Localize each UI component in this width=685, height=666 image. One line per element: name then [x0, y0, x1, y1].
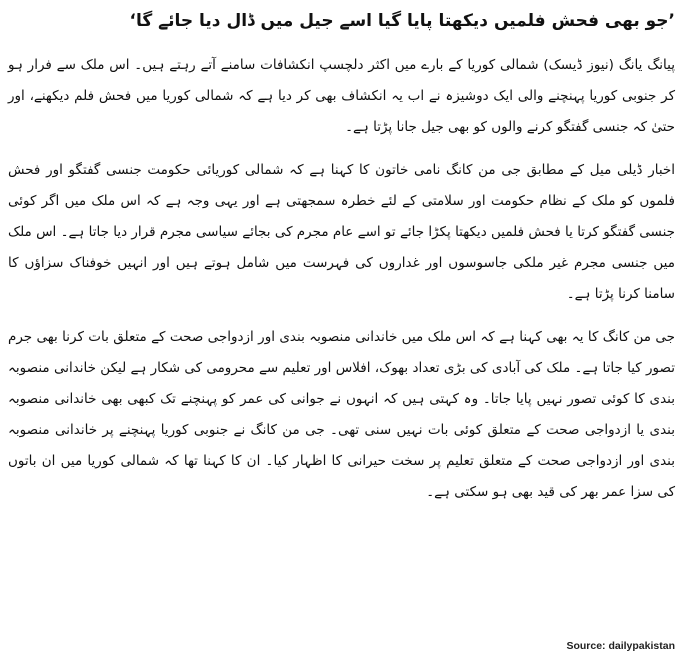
source-credit: Source: dailypakistan — [566, 640, 675, 652]
article-paragraph-1: پیانگ یانگ (نیوز ڈیسک) شمالی کوریا کے بارے میں اکثر دلچسپ انکشافات سامنے آتے رہتے ہیں۔ اس ملک سے فرار ہو کر جنوبی کوریا پہنچنے والی ایک دوشیزہ نے اب یہ انکشاف بھی کر دیا ہے کہ شمالی کوریا میں فحش فلم دیکھنے، اور حتیٰ کہ جنسی گفتگو کرنے والوں کو بھی جیل جانا پڑتا ہے۔ — [8, 57, 675, 135]
article — [8, 6, 675, 520]
article-paragraph-3: جی من کانگ کا یہ بھی کہنا ہے کہ اس ملک میں خاندانی منصوبہ بندی اور ازدواجی صحت کے متعلق بات کرنا بھی جرم تصور کیا جاتا ہے۔ ملک کی آبادی کی بڑی تعداد بھوک، افلاس اور تعلیم سے محرومی کی شکار ہے لیکن خاندانی منصوبہ بندی کا کوئی تصور نہیں پایا جاتا۔ وہ کہتی ہیں کہ انہوں نے جوانی کی عمر کو پہنچنے تک کبھی بھی خاندانی منصوبہ بندی یا ازدواجی صحت کے متعلق کوئی بات نہیں سنی تھی۔ جی من کانگ نے جنوبی کوریا پہنچنے پر خاندانی منصوبہ بندی اور ازدواجی صحت کے متعلق تعلیم پر سخت حیرانی کا اظہار کیا۔ ان کا کہنا تھا کہ شمالی کوریا میں ان باتوں کی سزا عمر بھر کی قید بھی ہو سکتی ہے۔ — [8, 329, 675, 500]
article-paragraph-2: اخبار ڈیلی میل کے مطابق جی من کانگ نامی خاتون کا کہنا ہے کہ شمالی کوریائی حکومت جنسی گفتگو اور فحش فلموں کو ملک کے نظام حکومت اور سلامتی کے لئے خطرہ سمجھتی ہے اور یہی وجہ ہے کہ اس ملک میں اگر کوئی جنسی گفتگو کرتا یا فحش فلمیں دیکھتا پکڑا جائے تو اسے عام مجرم کی بجائے سیاسی مجرم قرار دیا جاتا ہے۔ اس ملک میں جنسی مجرم غیر ملکی جاسوسوں اور غداروں کی فہرست میں شامل ہوتے ہیں اور انہیں خوفناک سزاؤں کا سامنا کرنا پڑتا ہے۔ — [8, 162, 675, 302]
article-headline: ’جو بھی فحش فلمیں دیکھتا پایا گیا اسے جیل میں ڈال دیا جائے گا‘ — [129, 11, 675, 31]
